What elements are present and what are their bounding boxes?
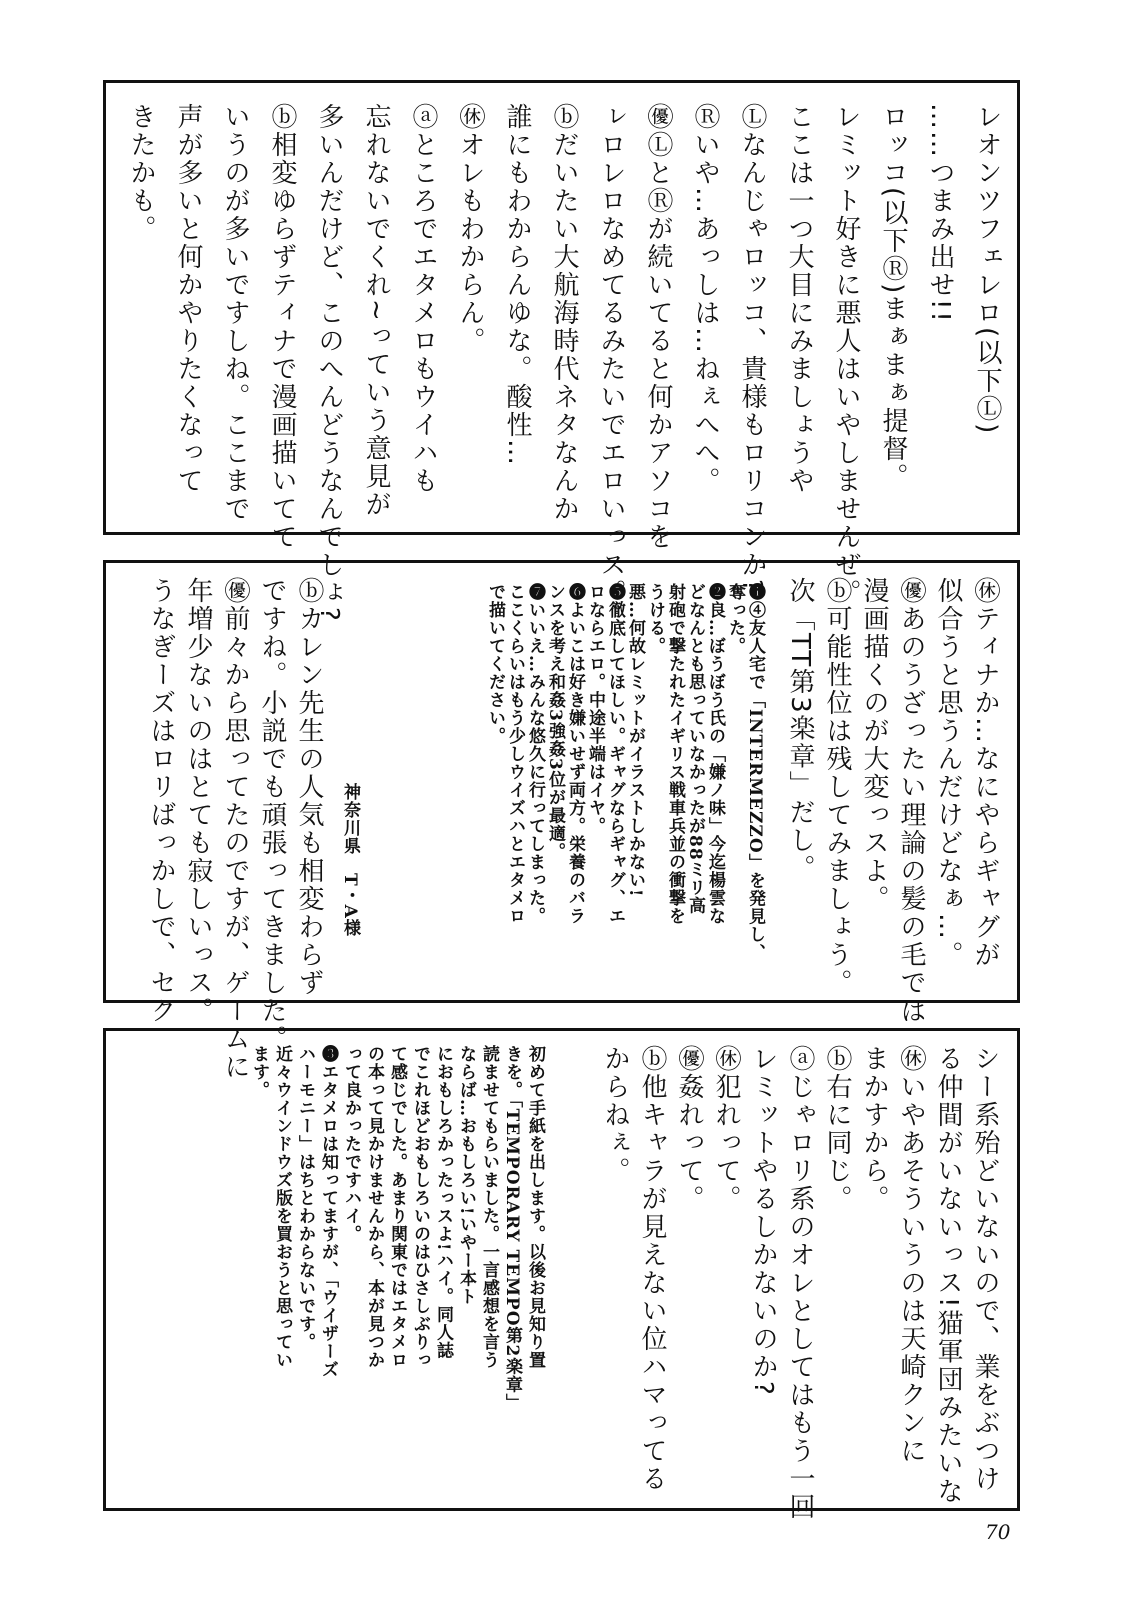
handwritten-comment-column: ㊝あのうざったい理論の髪の毛では [896, 577, 926, 1025]
handwritten-comment-column: 声が多いと何かやりたくなって [173, 103, 203, 495]
letter-text-column: ❷良…ぼうぼう氏の「嫌ノ味」今迄楊雲な [705, 583, 725, 925]
letter-text-column: でこれほどおもしろいのはひさしぶりっ [410, 1045, 430, 1369]
letter-text-column: きを。「TEMPORARY TEMPO第2楽章」 [502, 1045, 522, 1412]
reader-signature: 神奈川県 T・A様 [340, 783, 360, 937]
handwritten-comment-column: シー系殆どいないので、業をぶつけ [970, 1045, 1000, 1493]
handwritten-comment-column: Ⓛなんじゃロッコ、貴様もロリコンか? [737, 103, 767, 595]
letter-text-column: で描いてください。 [485, 583, 505, 745]
handwritten-comment-column: ⓑ他キャラが見えない位ハマってる [637, 1045, 667, 1493]
letter-text-column: どなんとも思っていなかったが88ミリ高 [685, 583, 705, 915]
handwritten-comment-column: Ⓡいや…あっしは…ねぇへへ。 [690, 103, 720, 495]
handwritten-comment-column: ⓑだいたい大航海時代ネタなんか [549, 103, 579, 523]
letter-text-column: ならば…おもしろい!いやー本ト [456, 1045, 476, 1306]
handwritten-comment-column: 漫画描くのが大変っスよ。 [859, 577, 889, 913]
letter-text-column: ンスを考え和姦3強姦3位が最適。 [545, 583, 565, 861]
handwritten-comment-column: 忘れないでくれ~っていう意見が [361, 103, 391, 519]
handwritten-comment-column: 似合うと思うんだけどなぁ…。 [933, 577, 963, 969]
handwritten-comment-column: ㊡いやあそういうのは天崎クンに [896, 1045, 926, 1465]
letter-text-column: 読ませてもらいました。一言感想を言う [479, 1045, 499, 1369]
handwritten-comment-column: いうのが多いですしね。ここまで [220, 103, 250, 523]
handwritten-comment-column: きたかも。 [126, 103, 156, 243]
handwritten-comment-column: 年増少ないのはとても寂しいっス。 [183, 577, 213, 1025]
handwritten-comment-column: ㊝ⓁとⓇが続いてると何かアソコを [643, 103, 673, 551]
letter-text-column: ❶④友人宅で「INTERMEZZO」を発見し、 [745, 583, 765, 962]
handwritten-comment-column: レオンツフェレロ(以下Ⓛ) [972, 103, 1002, 436]
letter-text-column: ロならエロ。中途半端はイヤ。 [585, 583, 605, 835]
handwritten-comment-column: ⓐじゃロリ系のオレとしてはもう一回 [785, 1045, 815, 1521]
handwritten-comment-column: ㊡ティナか…なにやらギャグが [970, 577, 1000, 969]
letter-text-column: 悪…何故レミットがイラストしかない! [625, 583, 645, 898]
handwritten-comment-column: ㊝姦れって。 [674, 1045, 704, 1213]
letter-text-column: うける。 [645, 583, 665, 655]
letter-text-column: におもしろかったっスよ!ハイ。同人誌 [433, 1045, 453, 1360]
handwritten-comment-column: レミット好きに悪人はいやしませんぜ。 [831, 103, 861, 607]
page-number: 70 [985, 1520, 1011, 1544]
handwritten-comment-column: ⓑ相変ゆらずティナで漫画描いてて [267, 103, 297, 551]
handwritten-comment-column: ⓑ右に同じ。 [822, 1045, 852, 1213]
handwritten-comment-column: からねぇ。 [600, 1045, 630, 1185]
letter-text-column: て感じでした。あまり関東ではエタメロ [387, 1045, 407, 1369]
letter-text-column: ます。 [249, 1045, 269, 1099]
bottom-letter-panel [103, 1028, 1020, 1521]
handwritten-comment-column: ロッコ(以下Ⓡ)まぁまぁ提督。 [878, 103, 908, 492]
letter-text-column: 近々ウインドウズ版を買おうと思ってい [272, 1045, 292, 1369]
handwritten-comment-column: ㊡オレもわからん。 [455, 103, 485, 355]
letter-text-column: ここくらいはもう少しウイズハとエタメロ [505, 583, 525, 925]
handwritten-comment-column: 誰にもわからんゆな。酸性… [502, 103, 532, 467]
letter-text-column: ❺徹底してほしい。ギャグならギャグ、エ [605, 583, 625, 925]
handwritten-comment-column: まかすから。 [859, 1045, 889, 1213]
handwritten-comment-column: ですね。小説でも頑張ってきました。 [257, 577, 287, 1053]
letter-text-column: って良かったですハイ。 [341, 1045, 361, 1243]
handwritten-comment-column: ⓑカレン先生の人気も相変わらず [294, 577, 324, 997]
handwritten-comment-column: うなぎーズはロリばっかしで、セク [146, 577, 176, 1025]
letter-text-column: ❸エタメロは知ってますが、「ウイザーズ [318, 1045, 338, 1379]
letter-text-column: ❼いいえ…みんな悠久に行ってしまった。 [525, 583, 545, 925]
handwritten-comment-column: ……つまみ出せ!! [925, 103, 955, 324]
handwritten-comment-column: ⓐところでエタメロもウイハも [408, 103, 438, 495]
letter-text-column: 初めて手紙を出します。以後お見知り置 [525, 1045, 545, 1369]
handwritten-comment-column: ㊝前々から思ってたのですが、ゲームに [220, 577, 250, 1081]
handwritten-comment-column: る仲間がいないっス!猫軍団みたいな [933, 1045, 963, 1506]
handwritten-comment-column: 次「TT第3楽章」だし。 [785, 577, 815, 883]
handwritten-comment-column: ⓑ可能性位は残してみましょう。 [822, 577, 852, 997]
handwritten-comment-column: ㇾロレロなめてるみたいでエロいっス。 [596, 103, 626, 607]
letter-text-column: の本って見かけませんから、本が見つか [364, 1045, 384, 1369]
handwritten-comment-column: ここは一つ大目にみましょうや [784, 103, 814, 495]
letter-text-column: 奪った。 [725, 583, 745, 655]
handwritten-comment-column: ㊡犯れって。 [711, 1045, 741, 1213]
letter-text-column: 射砲で撃たれたイギリス戦車兵並の衝撃を [665, 583, 685, 925]
handwritten-comment-column: レミットやるしかないのか? [748, 1045, 778, 1397]
letter-text-column: ハーモニー」はちとわからないです。 [295, 1045, 315, 1351]
handwritten-comment-column: 多いんだけど、このへんどうなんでしょ? [314, 103, 344, 623]
letter-text-column: ❻よいこは好き嫌いせず両方。栄養のバラ [565, 583, 585, 925]
